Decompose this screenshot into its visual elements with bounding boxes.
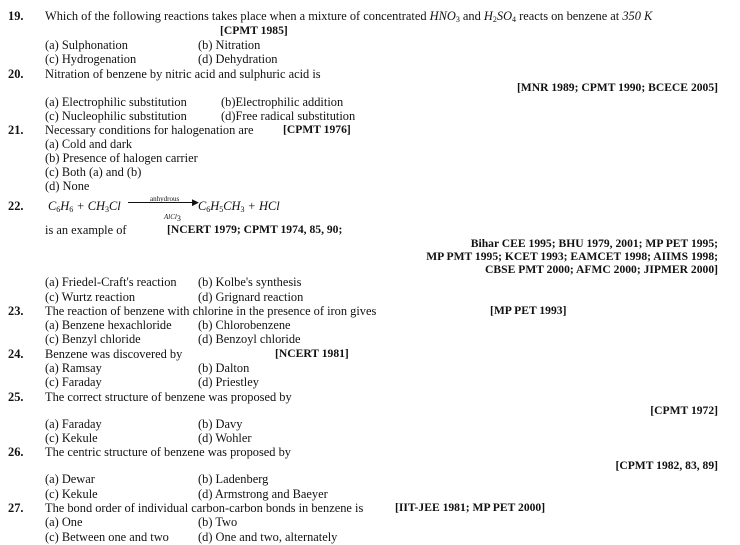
option-d: (d) Wohler [198,431,252,445]
option-a: (a) Benzene hexachloride [45,318,172,332]
question-number: 26. [8,445,24,459]
reaction-arrow [128,194,199,223]
option-a: (a) Sulphonation [45,38,128,52]
question-source: [MP PET 1993] [490,304,567,317]
option-b: (b) Ladenberg [198,472,269,486]
option-b: (b) Two [198,515,238,529]
arrow-catalyst: AlCl$_3$ [164,213,181,223]
question-text: is an example of [45,223,127,237]
question-text: The correct structure of benzene was proposed by [45,390,292,404]
option-c: (c) Both (a) and (b) [45,165,142,179]
question-source: [CPMT 1976] [283,123,351,136]
question-source: [IIT-JEE 1981; MP PET 2000] [395,501,546,514]
option-c: (c) Faraday [45,375,102,389]
question-text: Necessary conditions for halogenation are [45,123,254,137]
question-text: Benzene was discovered by [45,347,183,361]
option-b: (b) Nitration [198,38,261,52]
question-source: [NCERT 1979; CPMT 1974, 85, 90; [167,223,343,236]
option-c: (c) Benzyl chloride [45,332,141,346]
question-number: 22. [8,199,24,213]
option-d: (d) None [45,179,90,193]
option-d: (d) Priestley [198,375,259,389]
question-text: Nitration of benzene by nitric acid and sulphuric acid is [45,67,321,81]
option-b: (b) Davy [198,417,243,431]
question-source: [CPMT 1985] [220,24,288,37]
question-number: 23. [8,304,24,318]
option-a: (a) Dewar [45,472,95,486]
option-d: (d)Free radical substitution [221,109,356,123]
option-d: (d) Grignard reaction [198,290,304,304]
option-a: (a) Ramsay [45,361,102,375]
option-a: (a) Friedel-Craft's reaction [45,275,177,289]
question-source: [CPMT 1972] [650,404,718,417]
reaction-equation-reactants: $C_6H_6 + CH_3Cl$ [48,199,121,214]
arrow-condition-top: anhydrous [150,195,180,203]
question-text: The bond order of individual carbon-carbon bonds in benzene is [45,501,364,515]
question-text: The reaction of benzene with chlorine in the presence of iron gives [45,304,377,318]
option-c: (c) Wurtz reaction [45,290,136,304]
question-number: 27. [8,501,24,515]
option-d: (d) Armstrong and Baeyer [198,487,328,501]
option-a: (a) Cold and dark [45,137,133,151]
question-number: 25. [8,390,24,404]
question-text: The centric structure of benzene was proposed by [45,445,291,459]
option-d: (d) Benzoyl chloride [198,332,301,346]
option-b: (b) Presence of halogen carrier [45,151,198,165]
option-c: (c) Kekule [45,431,98,445]
reaction-equation-products: $C_6H_5CH_3$ + HCl [198,199,280,214]
question-number: 19. [8,9,24,23]
option-d: (d) Dehydration [198,52,278,66]
option-c: (c) Hydrogenation [45,52,137,66]
option-b: (b) Kolbe's synthesis [198,275,302,289]
question-source: [MNR 1989; CPMT 1990; BCECE 2005] [516,81,718,94]
option-c: (c) Kekule [45,487,98,501]
option-a: (a) Faraday [45,417,102,431]
option-c: (c) Nucleophilic substitution [45,109,187,123]
option-c: (c) Between one and two [45,530,169,544]
option-b: (b) Dalton [198,361,250,375]
question-number: 20. [8,67,24,81]
option-a: (a) Electrophilic substitution [45,95,187,109]
option-d: (d) One and two, alternately [198,530,338,544]
question-source-continued: CBSE PMT 2000; AFMC 2000; JIPMER 2000] [485,263,718,276]
arrow-head-icon: ▶ [192,197,199,207]
option-a: (a) One [45,515,83,529]
arrow-line [128,202,196,203]
option-b: (b)Electrophilic addition [221,95,344,109]
question-source-continued: MP PMT 1995; KCET 1993; EAMCET 1998; AIIMS 1998; [426,250,718,263]
option-b: (b) Chlorobenzene [198,318,291,332]
question-source-continued: Bihar CEE 1995; BHU 1979, 2001; MP PET 1995; [470,237,718,250]
question-number: 21. [8,123,24,137]
question-number: 24. [8,347,24,361]
question-source: [CPMT 1982, 83, 89] [615,459,718,472]
question-text: Which of the following reactions takes place when a mixture of concentrated $HNO_3$ and $H_2SO_4$ reacts on benzene at 350 K [45,9,653,24]
question-source: [NCERT 1981] [275,347,349,360]
